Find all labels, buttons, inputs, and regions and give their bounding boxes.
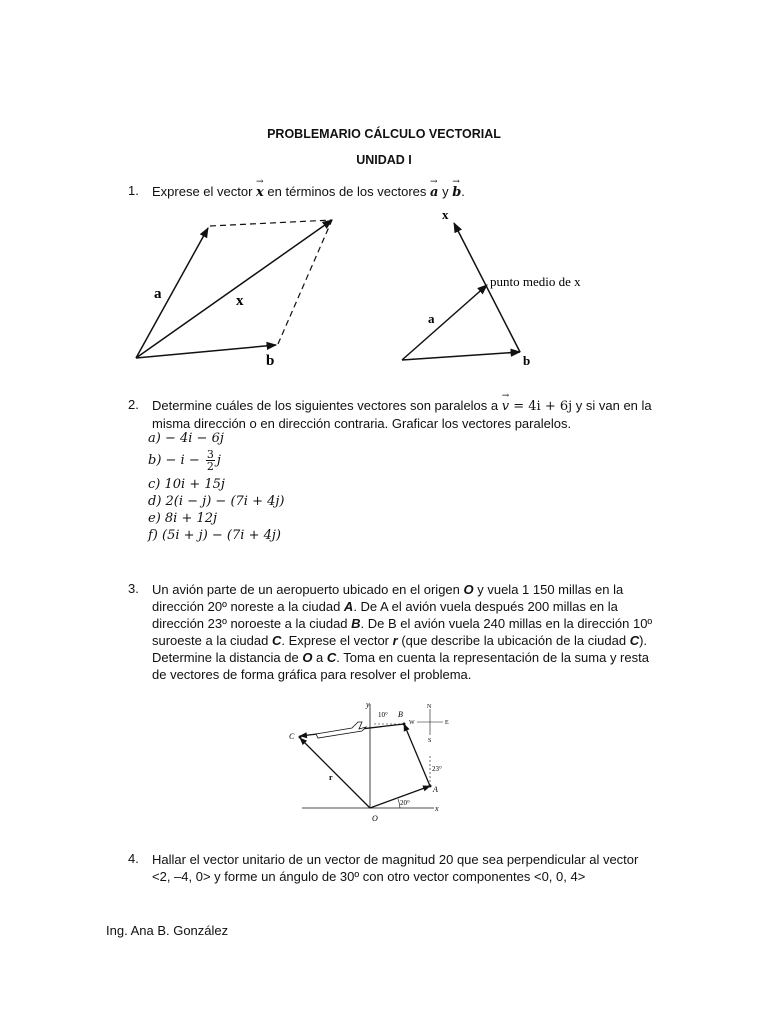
fraction-denominator: 2 [206,460,214,473]
problem-2-line2: misma dirección o en dirección contraria. Graficar los vectores paralelos. [152,416,572,431]
vector-midpoint-arrow [402,285,487,360]
label-C: C [289,732,295,741]
label-b-right: b [523,353,531,368]
p3-line4-a: suroeste a la ciudad [152,633,272,648]
p3-line1-b: y vuela 1 150 millas en la [473,582,624,597]
p3-line2-a: dirección 20º noreste a la ciudad [152,599,344,614]
label-x-axis: x [435,804,439,813]
p3-line6: de vectores de forma gráfica para resolver el problema. [152,667,472,682]
vector-a: a → [430,184,438,201]
problem-2-line1-end: y si van en la [572,398,652,413]
p3-O: O [463,582,474,597]
label-midpoint: punto medio de x [490,274,581,289]
option-b [148,449,221,472]
vector-v: v → [502,398,509,415]
label-O: O [372,814,378,823]
p3-C: C [271,633,282,648]
unit-heading: UNIDAD I [356,153,412,167]
p3-A: A [343,599,354,614]
label-x: x [236,293,244,309]
problem-1-text-before: Exprese el vector [152,184,257,199]
p3-C3: C [326,650,337,665]
flight-path-figure [282,700,462,824]
vector-b-arrow-right [402,352,520,360]
p3-C2: C [629,633,640,648]
label-angle-10: 10° [378,711,388,719]
option-c: c) 10i + 15j [148,477,225,492]
problem-1-text-middle: en términos de los vectores [263,184,431,199]
problem-1-text [152,183,465,201]
compass-S: S [428,738,432,744]
vector-AB [404,724,430,786]
problem-3-text [152,581,672,683]
problem-1-conj: y [438,184,453,199]
label-y-axis: y [366,700,370,709]
vector-b-arrow [136,345,276,358]
p3-line3-b: . De B el avión vuela 240 millas en la dirección 10º [360,616,653,631]
footer-author: Ing. Ana B. González [106,923,229,938]
option-a: a) − 4i − 6j [148,431,224,446]
option-d: d) 2(i − j) − (7i + 4j) [148,494,285,509]
label-b: b [266,353,275,368]
label-B: B [398,710,403,719]
p3-line1-a: Un avión parte de un aeropuerto ubicado en el origen [152,582,464,597]
p3-line4-c: (que describe la ubicación de la ciudad [397,633,630,648]
label-x-right: x [442,207,449,222]
p3-line4-d: ). [639,633,648,648]
label-a: a [154,286,162,302]
problem-4-line1: Hallar el vector unitario de un vector de magnitud 20 que sea perpendicular al vector [152,852,639,867]
p3-line3-a: dirección 23º noroeste a la ciudad [152,616,352,631]
problem-4-number: 4. [128,851,139,866]
dashed-top [210,220,332,226]
midpoint-figure [392,205,608,370]
option-b-suffix: j [216,453,221,468]
p3-r: r [392,633,398,648]
option-e: e) 8i + 12j [148,511,218,526]
vector-r [300,738,370,808]
label-r: r [329,773,333,782]
problem-3-number: 3. [128,581,139,596]
option-f: f) (5i + j) − (7i + 4j) [148,528,281,543]
p3-line4-b: . Exprese el vector [281,633,393,648]
p3-line5-b: a [312,650,327,665]
p3-O2: O [302,650,313,665]
parallelogram-figure [128,208,348,368]
p3-line5-a: Determine la distancia de [152,650,303,665]
p3-line2-b: . De A el avión vuela después 200 millas en la [353,599,618,614]
point-C [299,736,302,739]
vector-x: x → [256,184,264,201]
problem-4-line2: <2, –4, 0> y forme un ángulo de 30º con otro vector componentes <0, 0, 4> [152,869,586,884]
vector-a-arrow [136,228,208,358]
problem-4-text [152,851,692,885]
label-angle-23: 23° [432,765,442,773]
compass-N: N [427,704,432,710]
compass-E: E [445,720,449,726]
compass-W: W [409,720,415,726]
vector-b: b → [452,184,461,201]
label-A: A [433,785,438,794]
problem-1-number: 1. [128,183,139,198]
point-A [429,785,432,788]
option-b-fraction [206,449,215,472]
problem-2-number: 2. [128,397,139,412]
problem-2-line1-start: Determine cuáles de los siguientes vectores son paralelos a [152,398,502,413]
label-angle-20: 20° [400,799,410,807]
problem-1-end: . [461,184,465,199]
problem-2-text [152,397,672,432]
fraction-numerator: 3 [206,448,214,461]
airplane-icon [316,722,366,738]
vector-v-expression: = 4i + 6j [509,399,573,414]
p3-line5-c: . Toma en cuenta la representación de la suma y resta [336,650,649,665]
p3-B: B [351,616,361,631]
label-a-right: a [428,311,435,326]
point-B [403,723,406,726]
page-title: PROBLEMARIO CÁLCULO VECTORIAL [267,127,501,141]
option-b-prefix: b) − i − [148,453,200,468]
